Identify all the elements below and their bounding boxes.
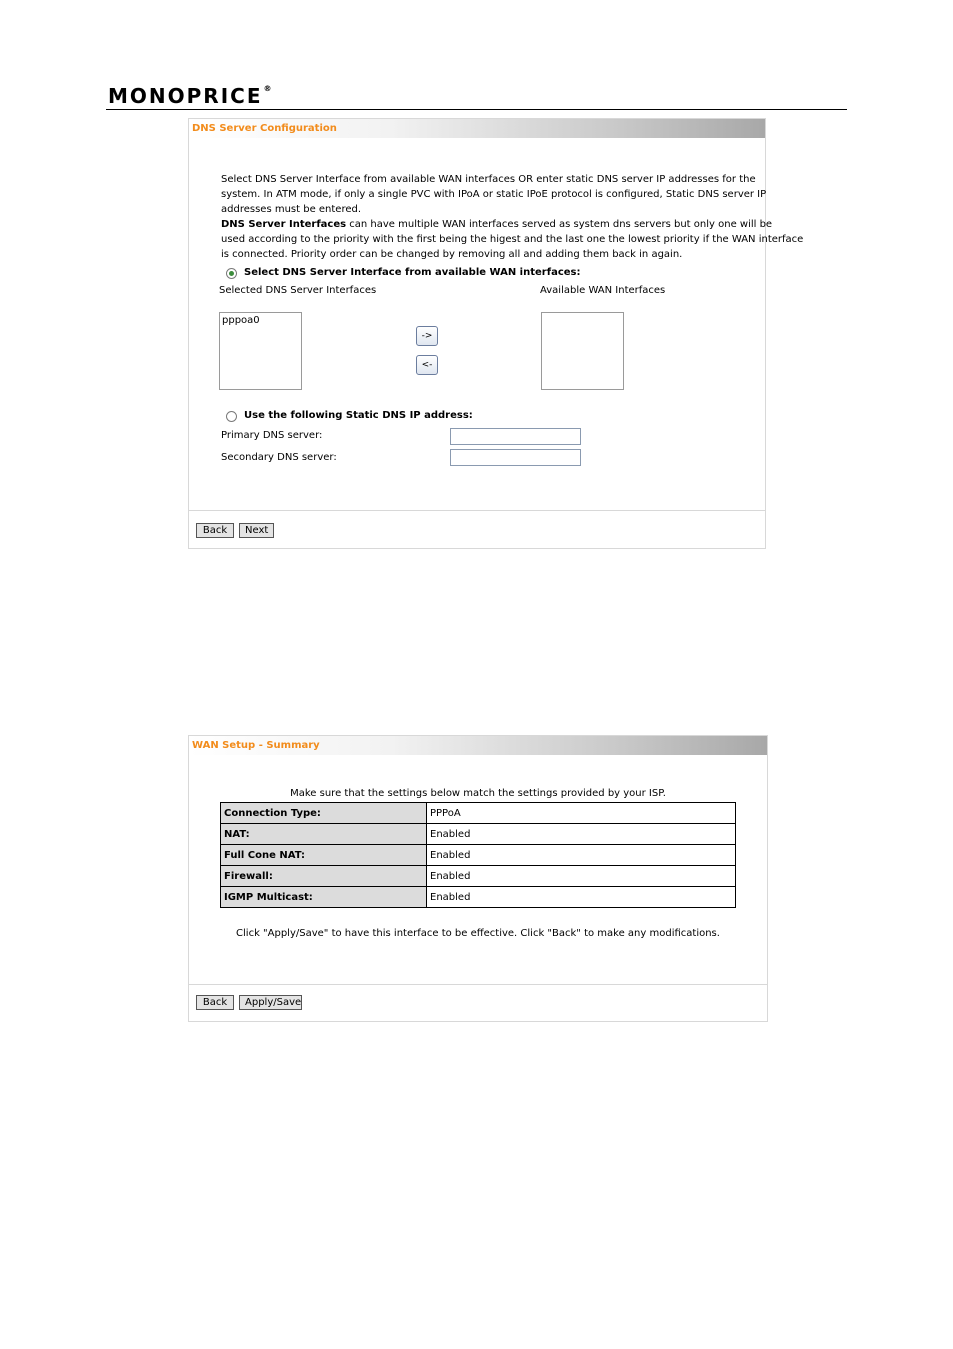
wan-summary-title: WAN Setup - Summary	[189, 736, 767, 755]
available-interfaces-label: Available WAN Interfaces	[540, 285, 666, 296]
dns-desc-line-1: Select DNS Server Interface from available WAN interfaces OR enter static DNS server IP addresses for the	[221, 174, 756, 185]
primary-dns-label: Primary DNS server:	[221, 430, 323, 441]
back-button[interactable]: Back	[196, 995, 234, 1010]
summary-label: Firewall:	[221, 866, 427, 887]
summary-panel-divider	[189, 984, 767, 985]
summary-value: Enabled	[427, 866, 736, 887]
summary-intro: Make sure that the settings below match the settings provided by your ISP.	[290, 788, 666, 799]
summary-value: Enabled	[427, 845, 736, 866]
primary-dns-input[interactable]	[450, 428, 581, 445]
summary-footer-note: Click "Apply/Save" to have this interface to be effective. Click "Back" to make any modifications.	[236, 928, 720, 939]
summary-value: Enabled	[427, 887, 736, 908]
dns-panel-divider	[189, 510, 765, 511]
header-rule	[106, 109, 847, 110]
dns-config-panel	[188, 118, 804, 549]
table-row	[221, 887, 736, 908]
dns-desc-line-2: system. In ATM mode, if only a single PVC with IPoA or static IPoE protocol is configured, Static DNS server IP	[221, 189, 767, 200]
summary-table	[220, 802, 736, 908]
dns-desc-bold: DNS Server Interfaces	[221, 219, 347, 230]
apply-save-button[interactable]: Apply/Save	[239, 995, 302, 1010]
list-item[interactable]: pppoa0	[222, 315, 260, 326]
dns-config-title: DNS Server Configuration	[189, 119, 765, 138]
radio-select-interface[interactable]	[226, 268, 237, 279]
dns-desc-line-4	[221, 217, 772, 232]
summary-value: Enabled	[427, 824, 736, 845]
dns-desc-line-3: addresses must be entered.	[221, 204, 362, 215]
secondary-dns-label: Secondary DNS server:	[221, 452, 337, 463]
selected-interfaces-label: Selected DNS Server Interfaces	[219, 285, 377, 296]
summary-label: Connection Type:	[221, 803, 427, 824]
radio-select-interface-label: Select DNS Server Interface from available WAN interfaces:	[244, 267, 581, 278]
table-row	[221, 845, 736, 866]
radio-static-dns[interactable]	[226, 411, 237, 422]
radio-static-dns-label: Use the following Static DNS IP address:	[244, 410, 473, 421]
table-row	[221, 803, 736, 824]
dns-desc-line-6: is connected. Priority order can be changed by removing all and adding them back in again.	[221, 249, 683, 260]
next-button[interactable]: Next	[239, 523, 274, 538]
wan-summary-panel	[188, 735, 768, 1022]
registered-mark: ®	[263, 84, 274, 93]
summary-label: Full Cone NAT:	[221, 845, 427, 866]
available-interfaces-list[interactable]	[541, 312, 624, 390]
summary-value: PPPoA	[427, 803, 736, 824]
move-right-button[interactable]: ->	[416, 326, 438, 346]
dns-desc-line-4-rest: can have multiple WAN interfaces served as system dns servers but only one will be	[346, 219, 773, 230]
table-row	[221, 824, 736, 845]
back-button[interactable]: Back	[196, 523, 234, 538]
summary-label: IGMP Multicast:	[221, 887, 427, 908]
secondary-dns-input[interactable]	[450, 449, 581, 466]
brand-logo-text: MONOPRICE	[108, 84, 263, 108]
table-row	[221, 866, 736, 887]
selected-interfaces-list[interactable]	[219, 312, 302, 390]
move-left-button[interactable]: <-	[416, 355, 438, 375]
dns-desc-line-5: used according to the priority with the first being the higest and the last one the lowest priority if the WAN interface	[221, 234, 804, 245]
brand-logo	[108, 84, 273, 108]
summary-label: NAT:	[221, 824, 427, 845]
